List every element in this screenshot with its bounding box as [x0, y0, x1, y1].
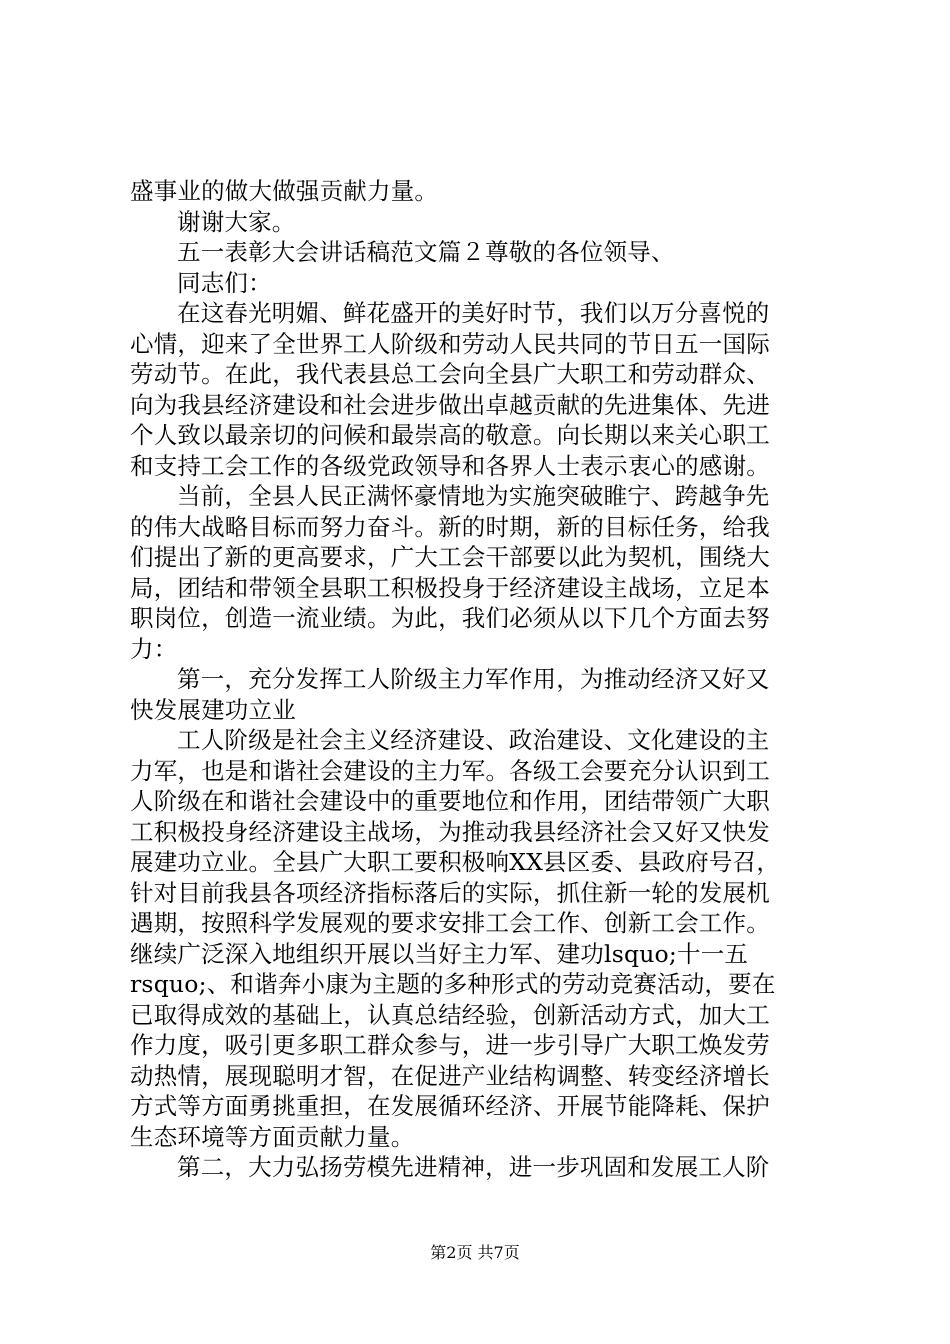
text-line: 快发展建功立业 — [130, 695, 296, 724]
text-line: 生态环境等方面贡献力量。 — [130, 1122, 415, 1151]
text-line: 作力度，吸引更多职工群众参与，进一步引导广大职工焕发劳 — [130, 1031, 770, 1059]
text-line: 针对目前我县各项经济指标落后的实际，抓住新一轮的发展机 — [130, 878, 770, 907]
text-line: 展建功立业。全县广大职工要积极响XX县区委、县政府号召， — [130, 848, 781, 876]
page-number-footer: 第2页 共7页 — [430, 1243, 520, 1262]
text-line: 盛事业的做大做强贡献力量。 — [130, 177, 439, 205]
text-line: 继续广泛深入地组织开展以当好主力军、建功lsquo;十一五 — [130, 939, 749, 968]
text-line: 五一表彰大会讲话稿范文篇２尊敬的各位领导、 — [177, 238, 675, 266]
text-line: 心情，迎来了全世界工人阶级和劳动人民共同的节日五一国际 — [130, 329, 770, 358]
text-line: 劳动节。在此，我代表县总工会向全县广大职工和劳动群众、 — [130, 360, 770, 388]
text-line: 向为我县经济建设和社会进步做出卓越贡献的先进集体、先进 — [130, 390, 770, 419]
text-line: 力军，也是和谐社会建设的主力军。各级工会要充分认识到工 — [130, 756, 770, 785]
text-line: 方式等方面勇挑重担，在发展循环经济、开展节能降耗、保护 — [130, 1092, 770, 1120]
text-line: 个人致以最亲切的问候和最崇高的敬意。向长期以来关心职工 — [130, 421, 770, 449]
text-line: 局，团结和带领全县职工积极投身于经济建设主战场，立足本 — [130, 573, 770, 602]
text-line: 同志们： — [177, 268, 272, 297]
text-line: rsquo;、和谐奔小康为主题的多种形式的劳动竞赛活动，要在 — [130, 970, 776, 998]
text-line: 已取得成效的基础上，认真总结经验，创新活动方式，加大工 — [130, 1000, 770, 1029]
text-line: 们提出了新的更高要求，广大工会干部要以此为契机，围绕大 — [130, 543, 770, 571]
text-line: 的伟大战略目标而努力奋斗。新的时期，新的目标任务，给我 — [130, 512, 770, 541]
text-line: 工积极投身经济建设主战场，为推动我县经济社会又好又快发 — [130, 817, 770, 846]
text-line: 谢谢大家。 — [177, 207, 296, 236]
text-line: 第二，大力弘扬劳模先进精神，进一步巩固和发展工人阶 — [177, 1153, 770, 1181]
text-line: 职岗位，创造一流业绩。为此，我们必须从以下几个方面去努 — [130, 604, 770, 632]
text-line: 在这春光明媚、鲜花盛开的美好时节，我们以万分喜悦的 — [177, 299, 770, 327]
text-line: 第一，充分发挥工人阶级主力军作用，为推动经济又好又 — [177, 665, 770, 693]
text-line: 工人阶级是社会主义经济建设、政治建设、文化建设的主 — [177, 726, 770, 754]
text-line: 动热情，展现聪明才智，在促进产业结构调整、转变经济增长 — [130, 1061, 770, 1090]
text-line: 力： — [130, 634, 178, 663]
text-line: 遇期，按照科学发展观的要求安排工会工作、创新工会工作。 — [130, 909, 770, 937]
text-line: 和支持工会工作的各级党政领导和各界人士表示衷心的感谢。 — [130, 451, 770, 480]
document-body — [130, 176, 830, 1183]
text-line: 人阶级在和谐社会建设中的重要地位和作用，团结带领广大职 — [130, 787, 770, 815]
text-line: 当前，全县人民正满怀豪情地为实施突破睢宁、跨越争先 — [177, 482, 770, 510]
